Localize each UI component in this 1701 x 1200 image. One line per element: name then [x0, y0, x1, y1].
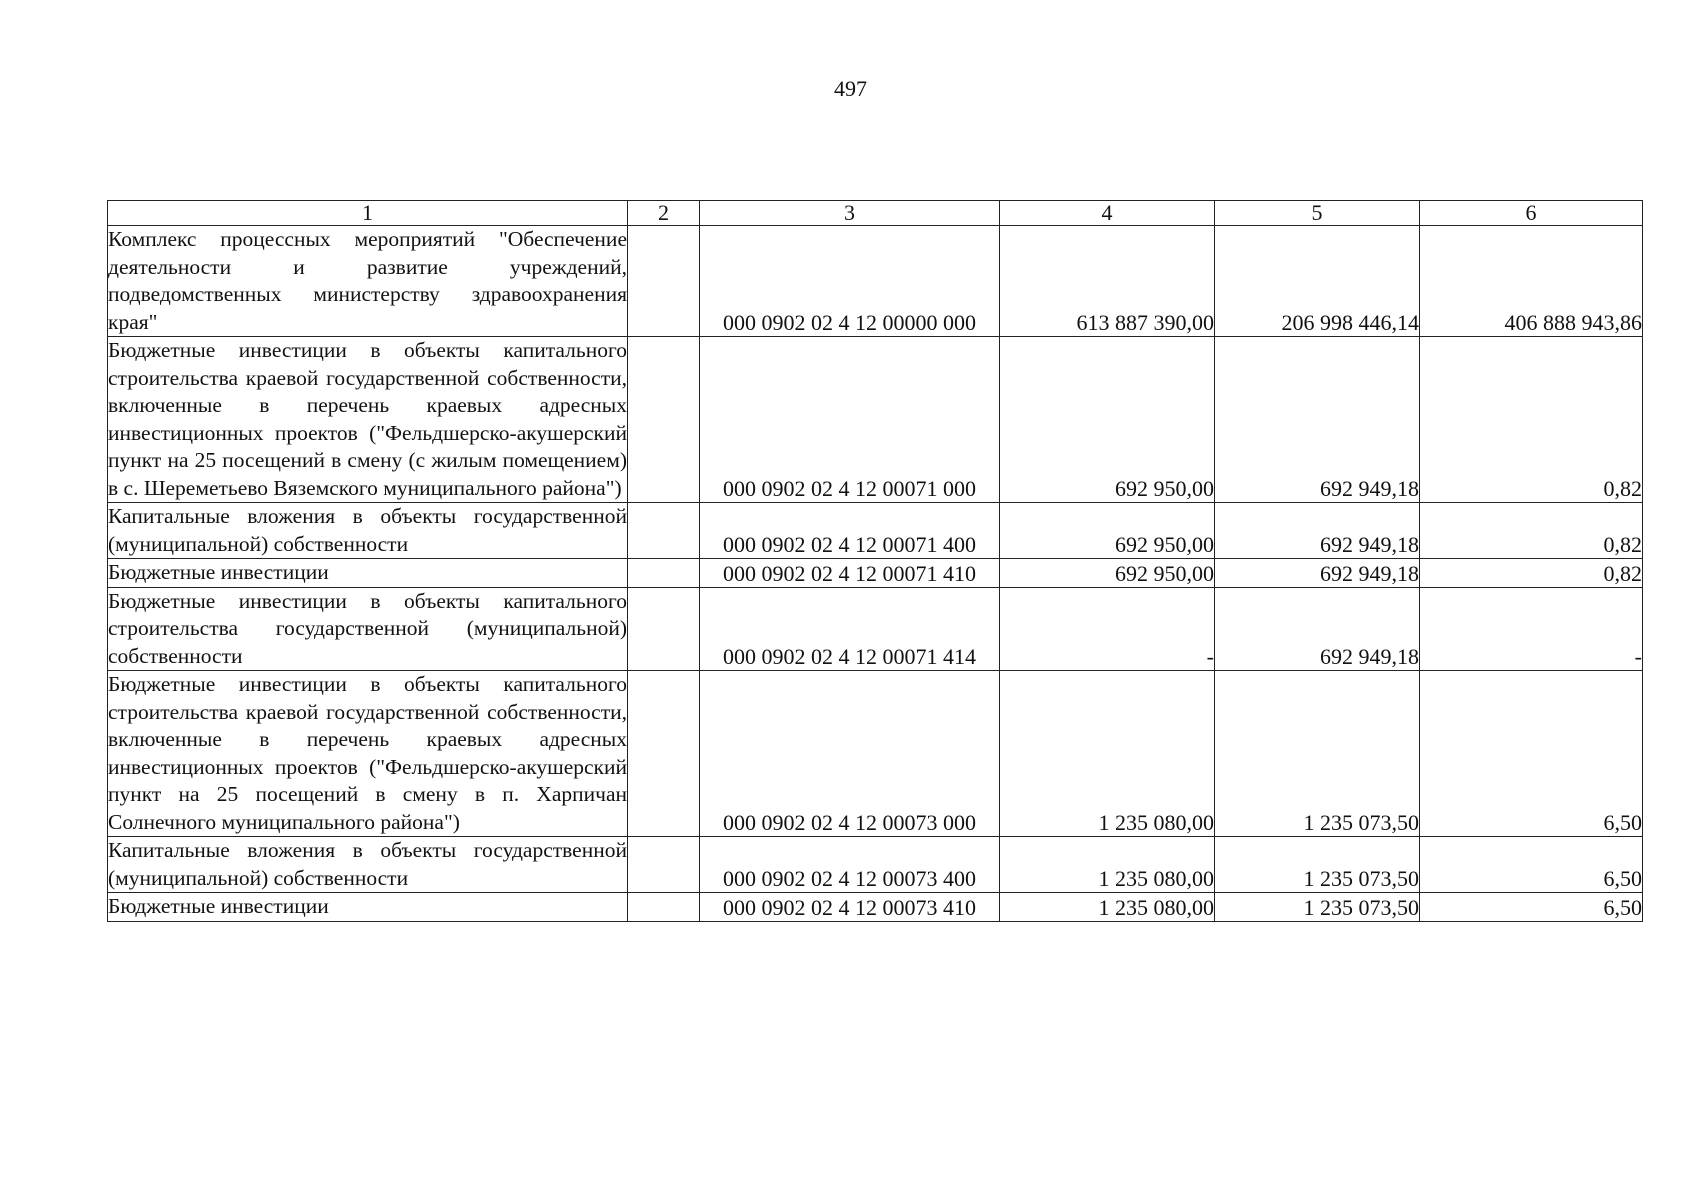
- row-name: Бюджетные инвестиции в объекты капитального строительства краевой государственной собственности, включенные в перечень краевых адресных инвестиционных проектов ("Фельдшерско-акушерский пункт на 25 посещений в смену в п. Харпичан Солнечного муниципального района"): [108, 671, 628, 837]
- table-row: [108, 226, 1643, 337]
- row-code: 000 0902 02 4 12 00073 000: [700, 671, 1000, 837]
- row-value-6: 406 888 943,86: [1420, 226, 1643, 337]
- header-col-4: 4: [1000, 201, 1215, 226]
- row-code: 000 0902 02 4 12 00073 400: [700, 837, 1000, 893]
- row-value-5: 1 235 073,50: [1215, 837, 1420, 893]
- row-name: Бюджетные инвестиции: [108, 893, 628, 922]
- row-col2: [628, 671, 700, 837]
- row-value-4: 692 950,00: [1000, 559, 1215, 588]
- row-value-4: -: [1000, 587, 1215, 671]
- row-value-5: 692 949,18: [1215, 503, 1420, 559]
- row-col2: [628, 337, 700, 503]
- row-col2: [628, 587, 700, 671]
- table-row: [108, 587, 1643, 671]
- row-name: Капитальные вложения в объекты государственной (муниципальной) собственности: [108, 837, 628, 893]
- row-value-6: 0,82: [1420, 337, 1643, 503]
- row-value-4: 1 235 080,00: [1000, 671, 1215, 837]
- row-value-4: 613 887 390,00: [1000, 226, 1215, 337]
- row-value-5: 1 235 073,50: [1215, 893, 1420, 922]
- row-value-5: 692 949,18: [1215, 337, 1420, 503]
- row-value-6: 0,82: [1420, 503, 1643, 559]
- table-row: [108, 837, 1643, 893]
- row-col2: [628, 559, 700, 588]
- budget-table: [107, 200, 1643, 922]
- row-value-4: 1 235 080,00: [1000, 837, 1215, 893]
- row-col2: [628, 837, 700, 893]
- table-row: [108, 559, 1643, 588]
- header-row: [108, 201, 1643, 226]
- row-value-6: 6,50: [1420, 893, 1643, 922]
- header-col-1: 1: [108, 201, 628, 226]
- row-value-6: -: [1420, 587, 1643, 671]
- row-value-5: 692 949,18: [1215, 559, 1420, 588]
- row-name: Бюджетные инвестиции в объекты капитального строительства краевой государственной собственности, включенные в перечень краевых адресных инвестиционных проектов ("Фельдшерско-акушерский пункт на 25 посещений в смену (с жилым помещением) в с. Шереметьево Вяземского муниципального района"): [108, 337, 628, 503]
- row-value-5: 692 949,18: [1215, 587, 1420, 671]
- header-col-5: 5: [1215, 201, 1420, 226]
- row-value-6: 6,50: [1420, 671, 1643, 837]
- row-code: 000 0902 02 4 12 00071 414: [700, 587, 1000, 671]
- row-name: Капитальные вложения в объекты государственной (муниципальной) собственности: [108, 503, 628, 559]
- table-row: [108, 671, 1643, 837]
- header-col-6: 6: [1420, 201, 1643, 226]
- row-code: 000 0902 02 4 12 00071 000: [700, 337, 1000, 503]
- row-value-5: 206 998 446,14: [1215, 226, 1420, 337]
- table-row: [108, 337, 1643, 503]
- row-code: 000 0902 02 4 12 00071 410: [700, 559, 1000, 588]
- row-value-5: 1 235 073,50: [1215, 671, 1420, 837]
- table-row: [108, 503, 1643, 559]
- row-code: 000 0902 02 4 12 00073 410: [700, 893, 1000, 922]
- row-code: 000 0902 02 4 12 00000 000: [700, 226, 1000, 337]
- header-col-3: 3: [700, 201, 1000, 226]
- row-code: 000 0902 02 4 12 00071 400: [700, 503, 1000, 559]
- row-col2: [628, 503, 700, 559]
- row-col2: [628, 893, 700, 922]
- row-value-4: 1 235 080,00: [1000, 893, 1215, 922]
- table-row: [108, 893, 1643, 922]
- row-value-6: 6,50: [1420, 837, 1643, 893]
- row-col2: [628, 226, 700, 337]
- row-name: Бюджетные инвестиции: [108, 559, 628, 588]
- row-name: Бюджетные инвестиции в объекты капитального строительства государственной (муниципальной) собственности: [108, 587, 628, 671]
- row-value-4: 692 950,00: [1000, 337, 1215, 503]
- header-col-2: 2: [628, 201, 700, 226]
- page-number: 497: [834, 76, 867, 101]
- row-value-4: 692 950,00: [1000, 503, 1215, 559]
- row-name: Комплекс процессных мероприятий "Обеспечение деятельности и развитие учреждений, подведомственных министерству здравоохранения края": [108, 226, 628, 337]
- row-value-6: 0,82: [1420, 559, 1643, 588]
